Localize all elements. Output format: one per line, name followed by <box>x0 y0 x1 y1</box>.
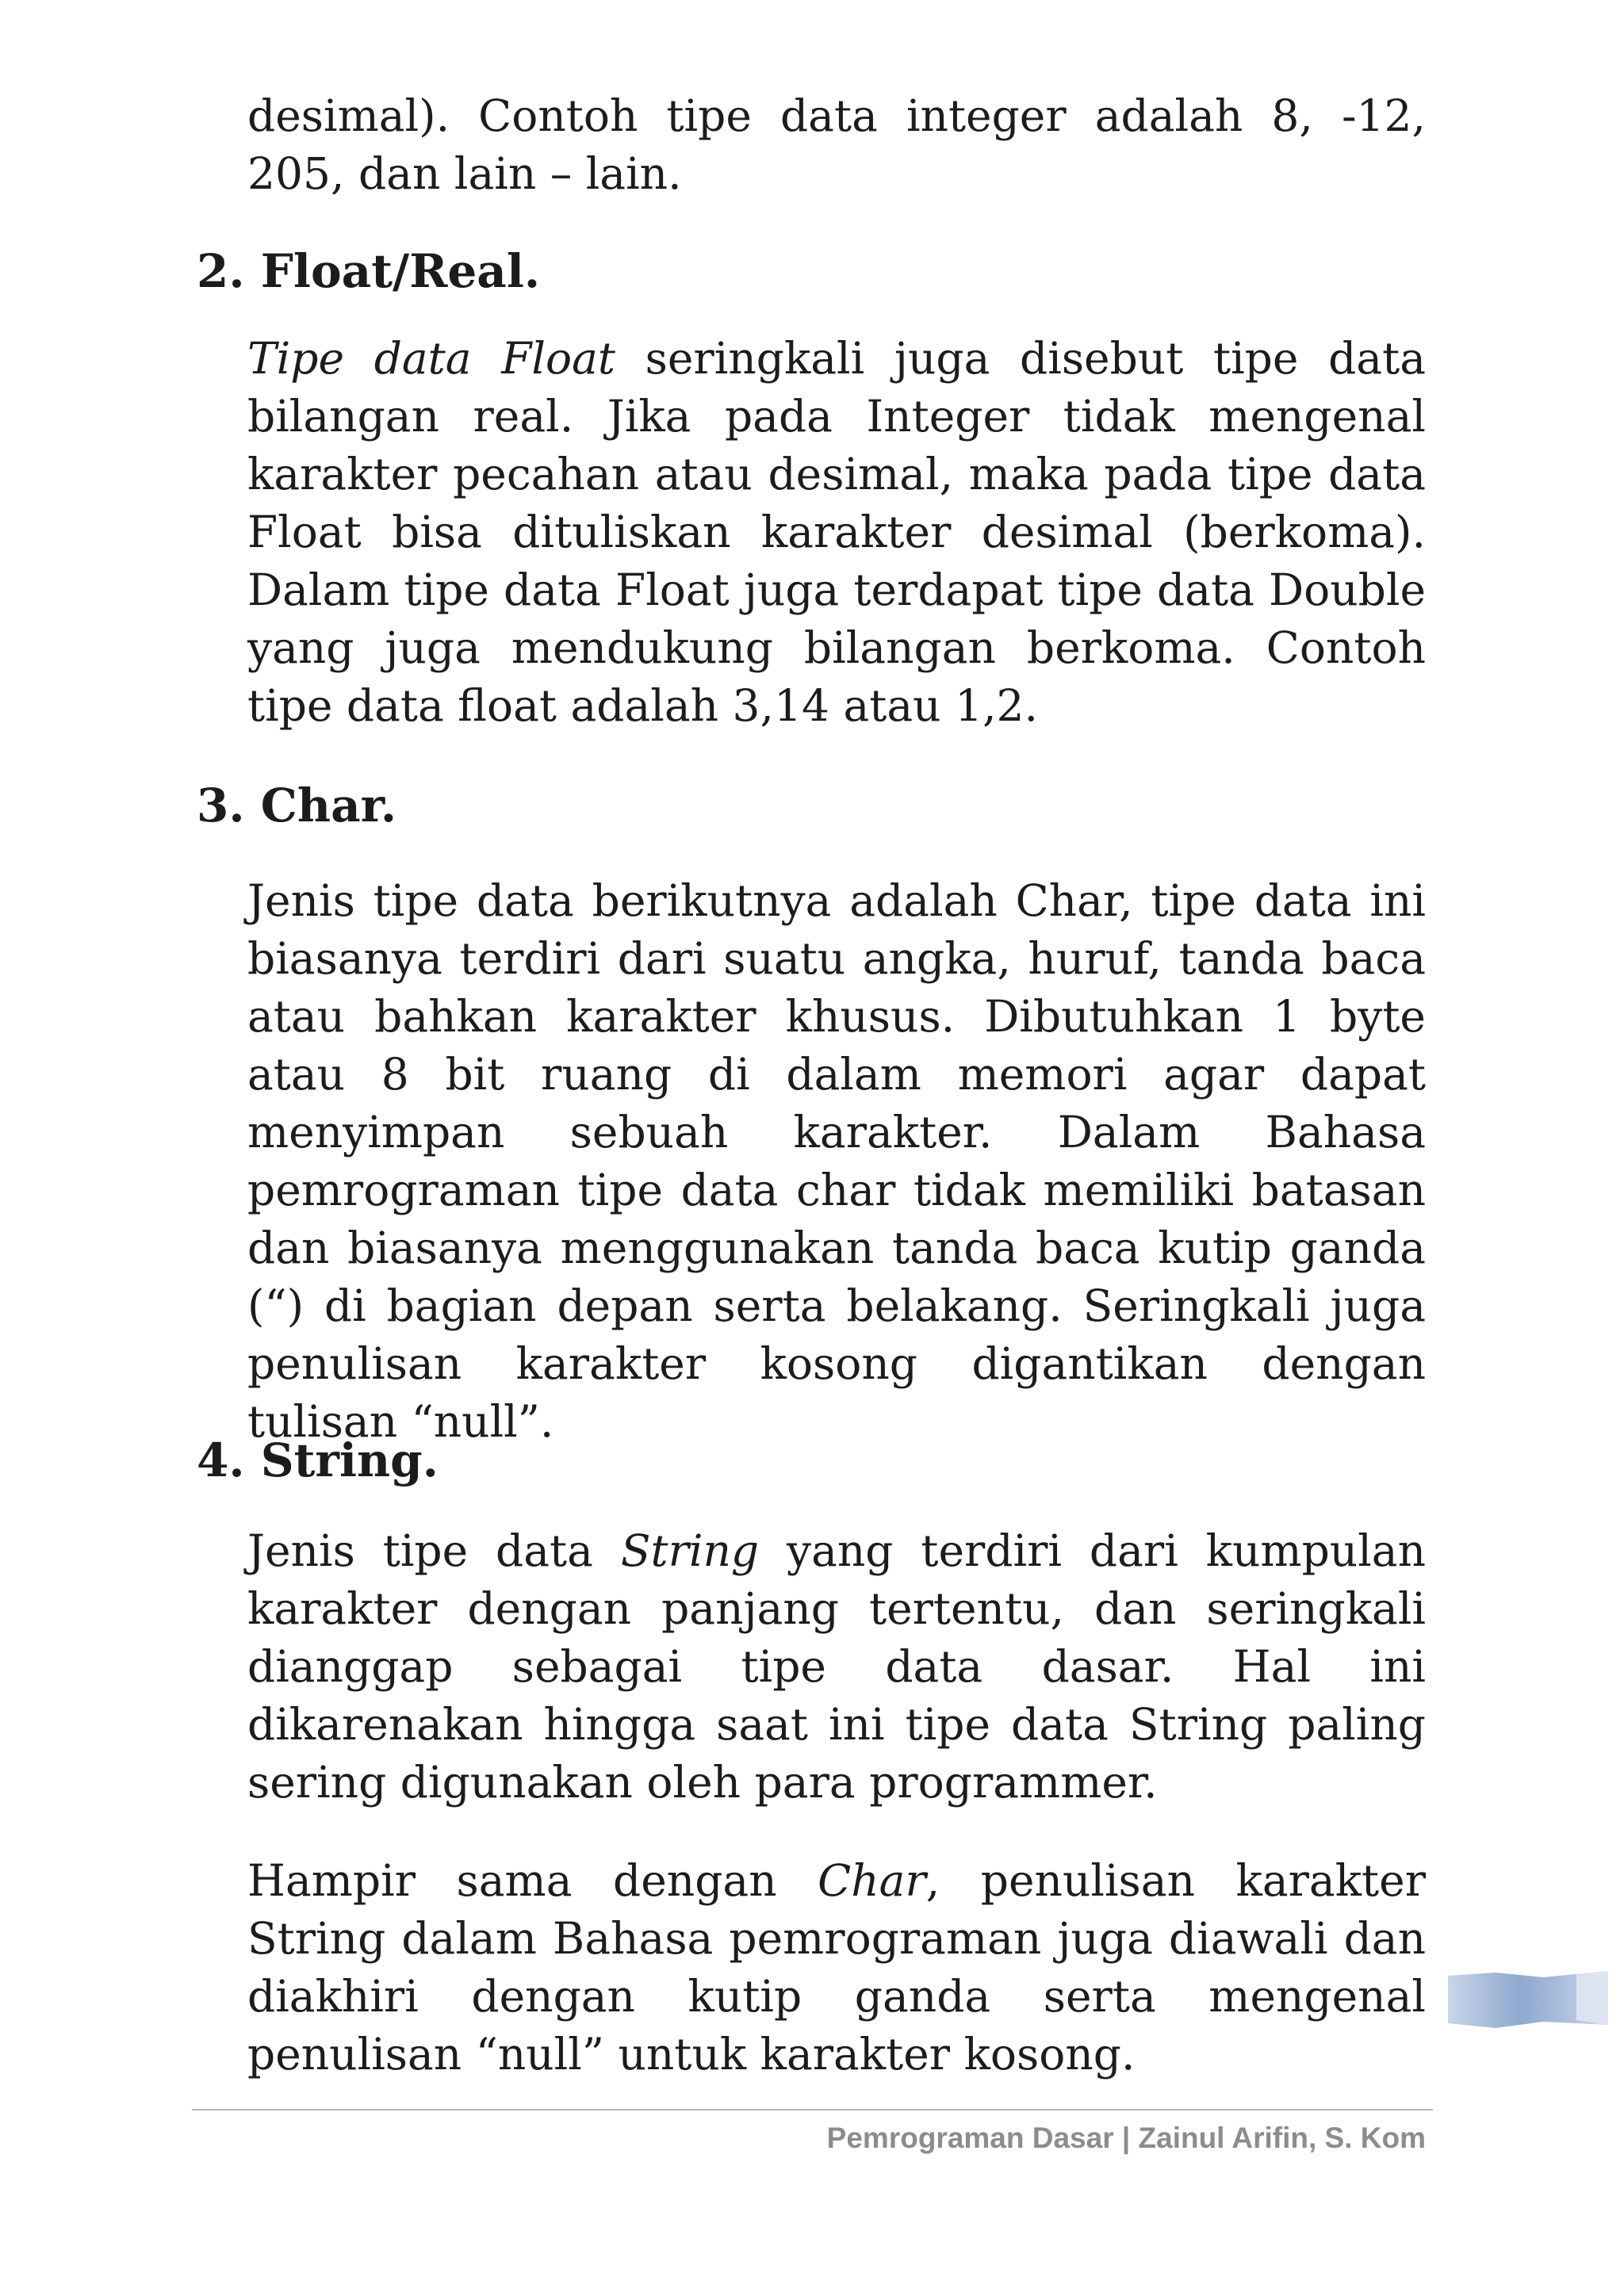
page-tab-ribbon-icon <box>1448 1969 1608 2030</box>
section-heading-char: 3. Char. <box>197 779 397 832</box>
string-p1-italic: String <box>620 1525 760 1576</box>
string-p2-after: , penulisan karakter String dalam Bahasa pemrograman juga diawali dan diakhiri dengan kutip ganda serta mengenal penulisan “null” untuk karakter kosong. <box>247 1855 1426 2080</box>
intro-paragraph: desimal). Contoh tipe data integer adalah 8, -12, 205, dan lain – lain. <box>247 90 1426 199</box>
string-p1-before: Jenis tipe data <box>247 1525 621 1576</box>
string-paragraph-2 <box>247 1852 1426 2084</box>
string-p2-italic: Char <box>818 1855 926 1906</box>
footer-divider <box>192 2109 1433 2110</box>
string-p1-after: yang terdiri dari kumpulan karakter dengan panjang tertentu, dan seringkali dianggap sebagai tipe data dasar. Hal ini dikarenakan hingga saat ini tipe data String paling sering digunakan oleh para programmer. <box>247 1525 1427 1808</box>
float-italic-lead: Tipe data Float <box>247 333 615 384</box>
string-paragraph-1 <box>247 1522 1426 1812</box>
page-footer: Pemrograman Dasar | Zainul Arifin, S. Kom <box>826 2122 1426 2154</box>
section-heading-float: 2. Float/Real. <box>197 244 541 298</box>
float-paragraph-text: seringkali juga disebut tipe data bilangan real. Jika pada Integer tidak mengenal karakter pecahan atau desimal, maka pada tipe data Float bisa dituliskan karakter desimal (berkoma). Dalam tipe data Float juga terdapat tipe data Double yang juga mendukung bilangan berkoma. Contoh tipe data float adalah 3,14 atau 1,2. <box>247 333 1426 731</box>
float-paragraph <box>247 330 1426 735</box>
section-heading-string: 4. String. <box>197 1433 439 1487</box>
char-paragraph: Jenis tipe data berikutnya adalah Char, tipe data ini biasanya terdiri dari suatu angka, huruf, tanda baca atau bahkan karakter khusus. Dibutuhkan 1 byte atau 8 bit ruang di dalam memori agar dapat menyimpan sebuah karakter. Dalam Bahasa pemrograman tipe data char tidak memiliki batasan dan biasanya menggunakan tanda baca kutip ganda (“) di bagian depan serta belakang. Seringkali juga penulisan karakter kosong digantikan dengan tulisan “null”. <box>247 875 1426 1447</box>
string-p2-before: Hampir sama dengan <box>247 1855 818 1906</box>
